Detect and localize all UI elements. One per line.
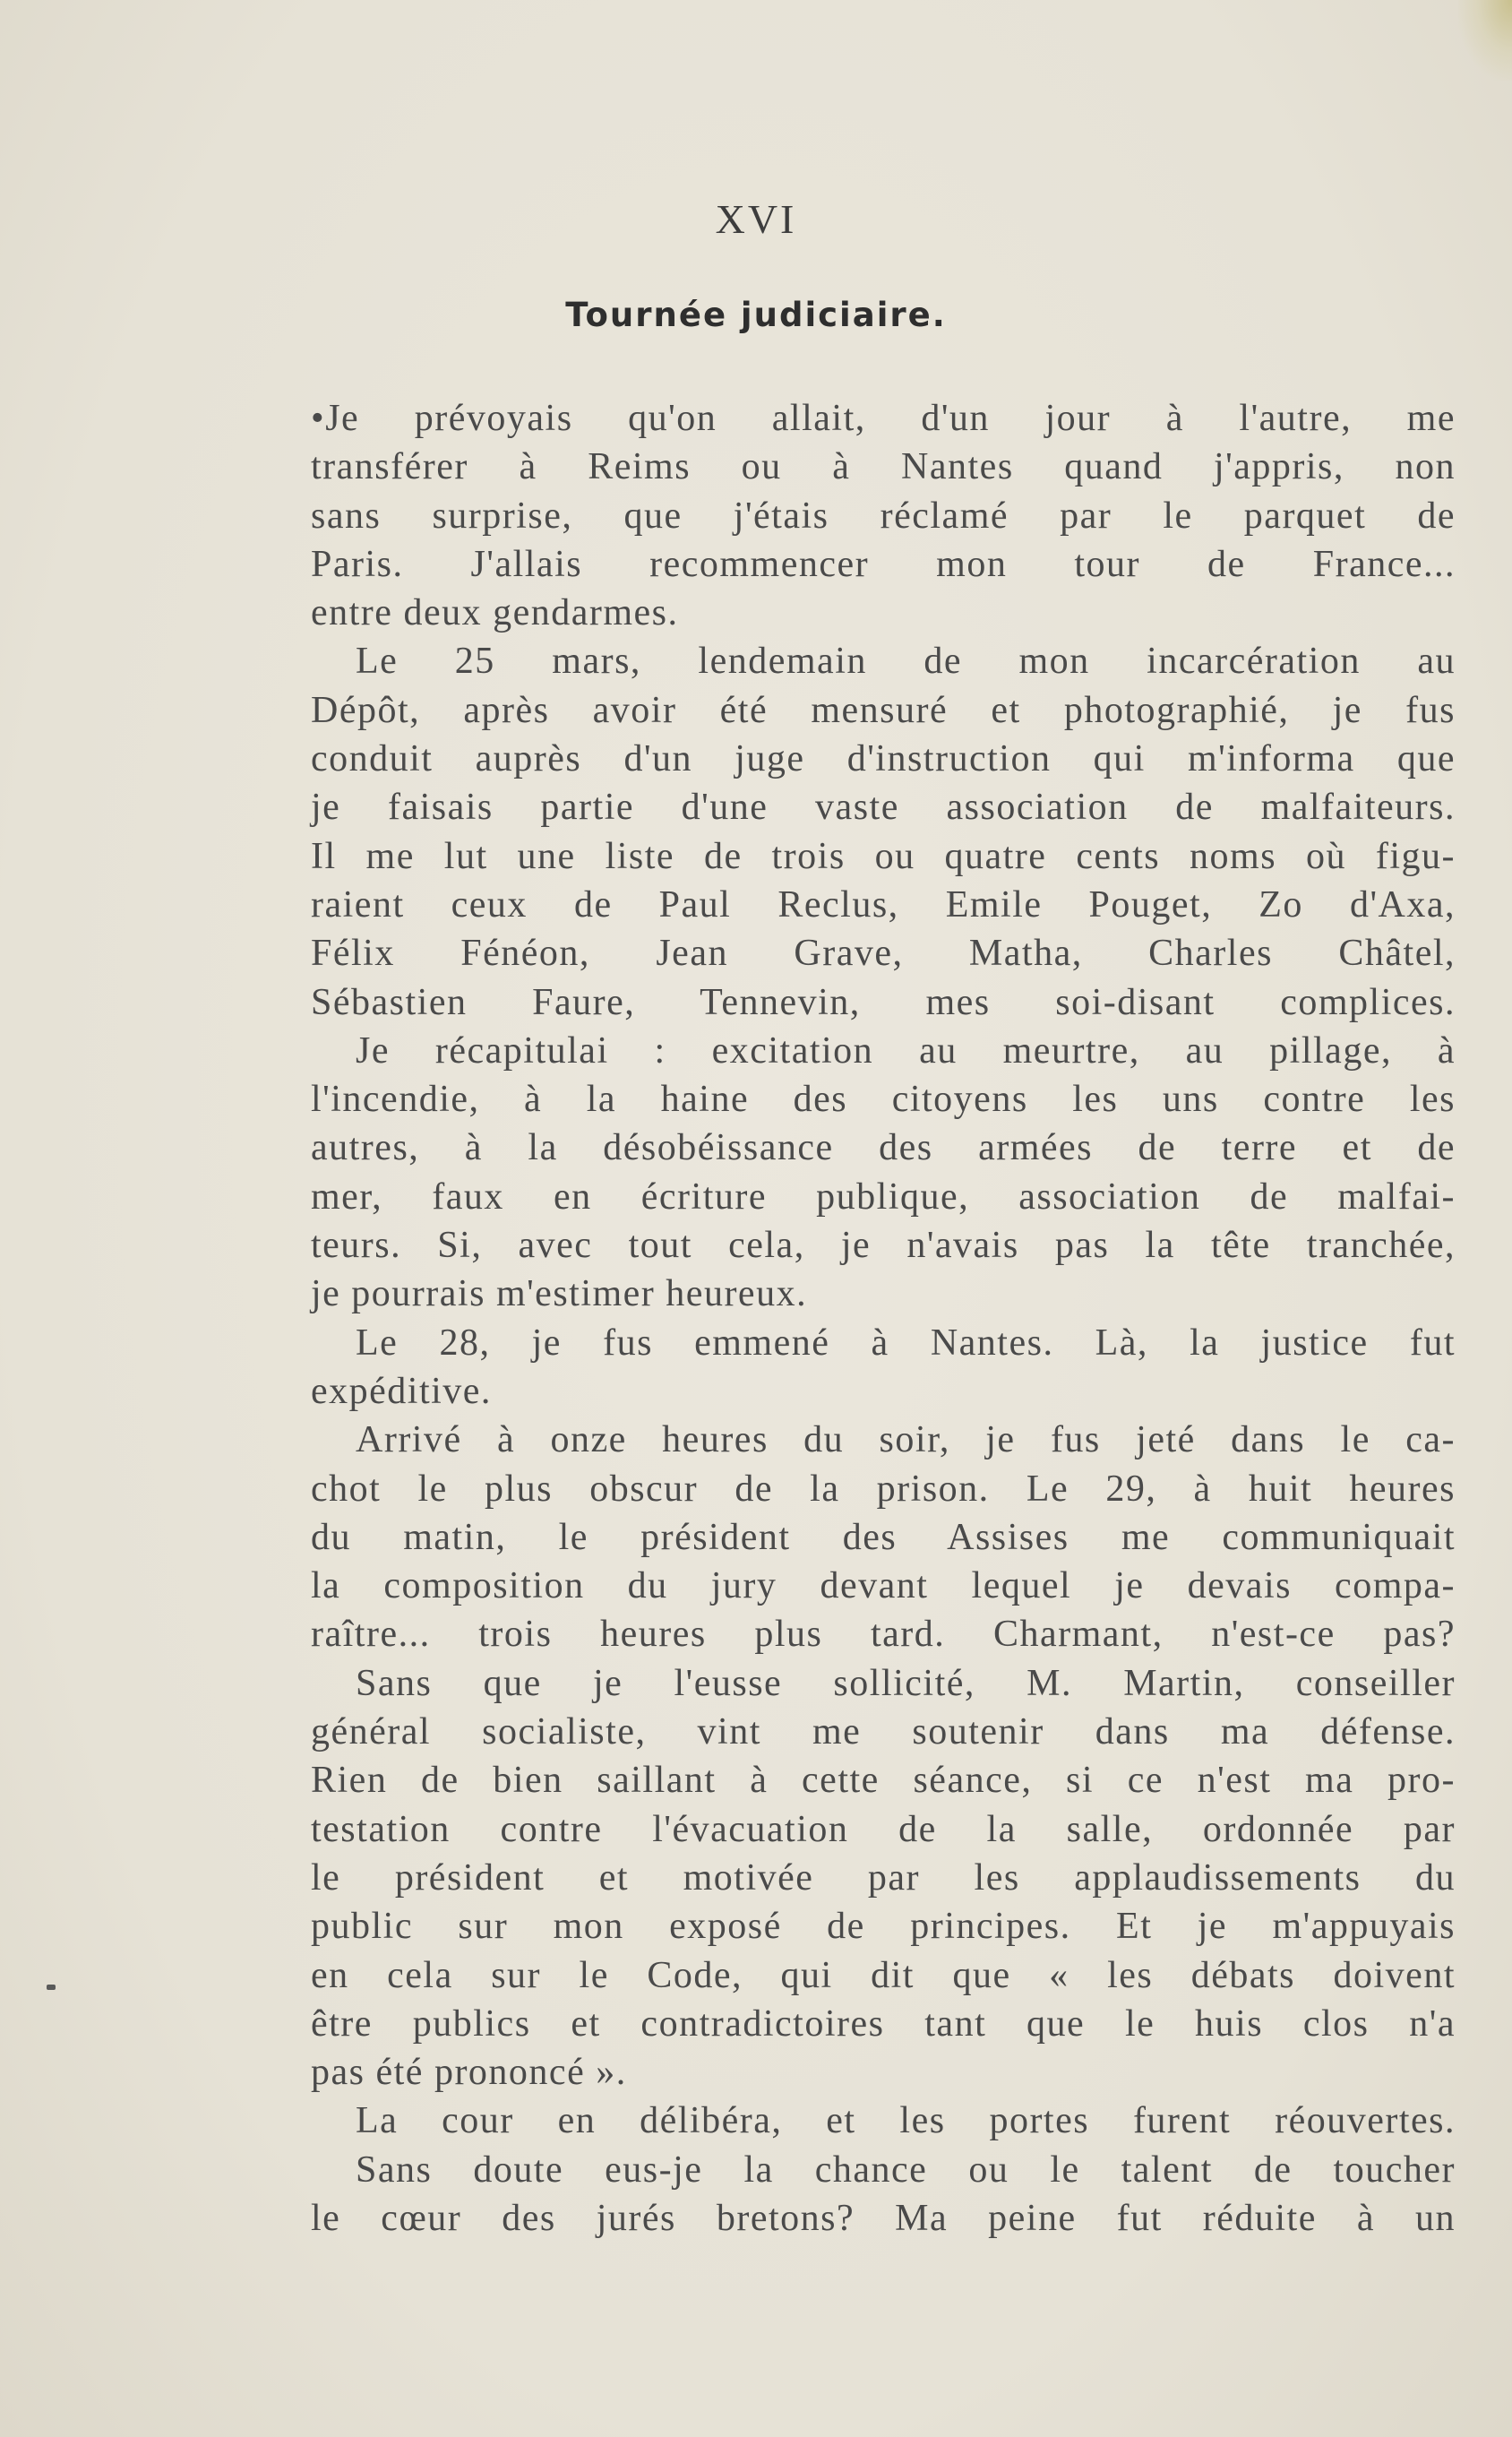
- text-line: le cœur des jurés bretons? Ma peine fut réduite à un: [311, 2197, 1456, 2239]
- text-line: raître... trois heures plus tard. Charmant, n'est-ce pas?: [311, 1614, 1456, 1656]
- text-line: La cour en délibéra, et les portes furent réouvertes.: [356, 2100, 1456, 2142]
- text-line: Le 25 mars, lendemain de mon incarcération au: [356, 641, 1456, 683]
- text-line: teurs. Si, avec tout cela, je n'avais pas la tête tranchée,: [311, 1225, 1456, 1267]
- text-line: Dépôt, après avoir été mensuré et photographié, je fus: [311, 689, 1456, 731]
- text-line: du matin, le président des Assises me communiquait: [311, 1516, 1456, 1558]
- text-line: Félix Fénéon, Jean Grave, Matha, Charles Châtel,: [311, 933, 1456, 975]
- text-line: je faisais partie d'une vaste association de malfaiteurs.: [311, 787, 1456, 829]
- chapter-title: Tournée judiciaire.: [565, 296, 947, 334]
- text-line: chot le plus obscur de la prison. Le 29, à huit heures: [311, 1468, 1456, 1510]
- body-text: [311, 394, 1456, 2243]
- text-line: être publics et contradictoires tant que le huis clos n'a: [311, 2002, 1456, 2045]
- text-line: Le 28, je fus emmené à Nantes. Là, la justice fut: [356, 1322, 1456, 1364]
- text-line: général socialiste, vint me soutenir dans ma défense.: [311, 1711, 1456, 1753]
- text-line: sans surprise, que j'étais réclamé par le parquet de: [311, 495, 1456, 537]
- text-line: Paris. J'allais recommencer mon tour de France...: [311, 543, 1456, 585]
- text-line: mer, faux en écriture publique, association de malfai-: [311, 1175, 1456, 1218]
- text-line: Rien de bien saillant à cette séance, si ce n'est ma pro-: [311, 1760, 1456, 1802]
- text-line: je pourrais m'estimer heureux.: [311, 1273, 808, 1315]
- text-line: l'incendie, à la haine des citoyens les uns contre les: [311, 1079, 1456, 1121]
- text-line: le président et motivée par les applaudissements du: [311, 1856, 1456, 1899]
- text-line: autres, à la désobéissance des armées de terre et de: [311, 1127, 1456, 1169]
- text-line: entre deux gendarmes.: [311, 592, 679, 634]
- text-line: en cela sur le Code, qui dit que « les débats doivent: [311, 1954, 1456, 1996]
- text-line: •Je prévoyais qu'on allait, d'un jour à l'autre, me: [311, 398, 1456, 439]
- text-line: raient ceux de Paul Reclus, Emile Pouget, Zo d'Axa,: [311, 883, 1456, 926]
- text-line: Sébastien Faure, Tennevin, mes soi-disant complices.: [311, 981, 1456, 1023]
- chapter-number: XVI: [715, 196, 797, 242]
- text-line: Arrivé à onze heures du soir, je fus jeté dans le ca-: [356, 1419, 1456, 1461]
- page-stain: [1458, 0, 1512, 81]
- text-line: Sans que je l'eusse sollicité, M. Martin, conseiller: [356, 1662, 1456, 1704]
- text-line: public sur mon exposé de principes. Et je m'appuyais: [311, 1906, 1456, 1948]
- text-line: Il me lut une liste de trois ou quatre cents noms où figu-: [311, 835, 1456, 877]
- text-line: transférer à Reims ou à Nantes quand j'appris, non: [311, 446, 1456, 488]
- text-line: testation contre l'évacuation de la salle, ordonnée par: [311, 1808, 1456, 1850]
- text-line: pas été prononcé ».: [311, 2052, 627, 2094]
- text-line: Je récapitulai : excitation au meurtre, au pillage, à: [356, 1029, 1456, 1072]
- text-line: Sans doute eus-je la chance ou le talent de toucher: [356, 2149, 1456, 2191]
- text-line: conduit auprès d'un juge d'instruction qui m'informa que: [311, 738, 1456, 780]
- text-line: la composition du jury devant lequel je devais compa-: [311, 1565, 1456, 1607]
- margin-mark: [47, 1985, 56, 1990]
- text-line: expéditive.: [311, 1370, 492, 1412]
